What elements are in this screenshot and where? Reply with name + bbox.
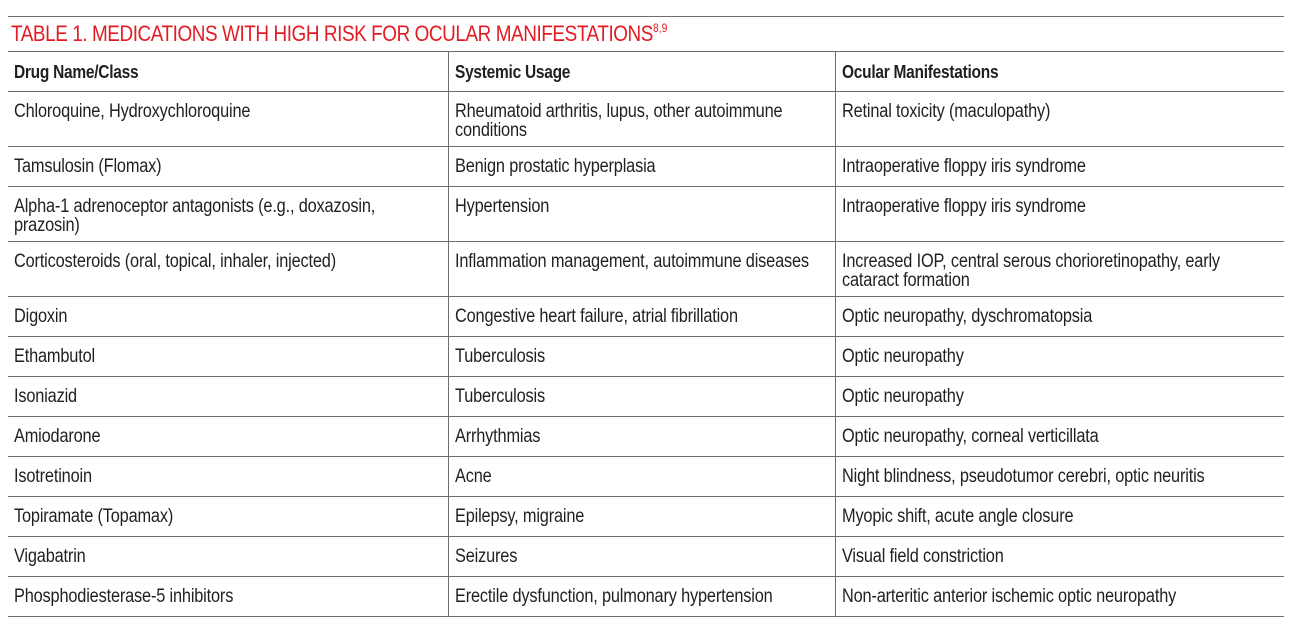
usage-cell	[448, 186, 835, 241]
ocular-manifestation: Optic neuropathy, dyschromatopsia	[841, 305, 1092, 327]
ocular-cell	[835, 496, 1284, 536]
ocular-manifestation: Myopic shift, acute angle closure	[841, 505, 1073, 527]
systemic-usage: Congestive heart failure, atrial fibrillation	[454, 305, 738, 327]
table-title-text: TABLE 1. MEDICATIONS WITH HIGH RISK FOR OCULAR MANIFESTATIONS	[11, 21, 653, 46]
usage-cell	[448, 536, 835, 576]
usage-cell	[448, 296, 835, 336]
drug-cell	[8, 536, 448, 576]
ocular-cell	[835, 241, 1284, 296]
ocular-manifestation: Increased IOP, central serous chorioretinopathy, early cataract formation	[841, 250, 1220, 291]
ocular-manifestation: Optic neuropathy	[841, 385, 964, 407]
systemic-usage: Inflammation management, autoimmune diseases	[454, 250, 809, 272]
drug-cell	[8, 146, 448, 186]
column-header-ocular	[835, 52, 1284, 91]
ocular-manifestation: Intraoperative floppy iris syndrome	[841, 195, 1086, 217]
ocular-cell	[835, 416, 1284, 456]
column-header-usage-label: Systemic Usage	[454, 62, 570, 82]
drug-name: Phosphodiesterase-5 inhibitors	[14, 585, 234, 607]
table-figure	[8, 16, 1284, 617]
ocular-cell	[835, 536, 1284, 576]
table-title	[11, 14, 667, 51]
systemic-usage: Erectile dysfunction, pulmonary hypertension	[454, 585, 773, 607]
drug-name: Amiodarone	[14, 425, 101, 447]
usage-cell	[448, 91, 835, 146]
drug-name: Chloroquine, Hydroxychloroquine	[14, 100, 251, 122]
usage-cell	[448, 336, 835, 376]
drug-name: Ethambutol	[14, 345, 95, 367]
ocular-cell	[835, 296, 1284, 336]
drug-name: Corticosteroids (oral, topical, inhaler, injected)	[14, 250, 336, 272]
drug-cell	[8, 456, 448, 496]
drug-cell	[8, 336, 448, 376]
ocular-manifestation: Non-arteritic anterior ischemic optic neuropathy	[841, 585, 1176, 607]
column-header-drug-label: Drug Name/Class	[14, 62, 139, 82]
column-header-ocular-label: Ocular Manifestations	[841, 62, 998, 82]
ocular-manifestation: Optic neuropathy	[841, 345, 964, 367]
systemic-usage: Hypertension	[454, 195, 549, 217]
systemic-usage: Tuberculosis	[454, 345, 545, 367]
table-row	[8, 336, 1284, 376]
table-title-bar	[8, 16, 1284, 52]
drug-cell	[8, 496, 448, 536]
usage-cell	[448, 241, 835, 296]
drug-name: Tamsulosin (Flomax)	[14, 155, 162, 177]
ocular-cell	[835, 146, 1284, 186]
usage-cell	[448, 146, 835, 186]
drug-cell	[8, 416, 448, 456]
drug-cell	[8, 186, 448, 241]
ocular-manifestation: Night blindness, pseudotumor cerebri, optic neuritis	[841, 465, 1205, 487]
column-header-drug	[8, 52, 448, 91]
drug-cell	[8, 241, 448, 296]
systemic-usage: Tuberculosis	[454, 385, 545, 407]
drug-name: Alpha-1 adrenoceptor antagonists (e.g., doxazosin, prazosin)	[14, 195, 376, 236]
table-header-row	[8, 52, 1284, 91]
ocular-cell	[835, 456, 1284, 496]
ocular-cell	[835, 576, 1284, 616]
drug-cell	[8, 376, 448, 416]
table-row	[8, 241, 1284, 296]
title-reference-superscript: 8,9	[652, 21, 668, 35]
table-row	[8, 536, 1284, 576]
table-row	[8, 416, 1284, 456]
ocular-manifestation: Intraoperative floppy iris syndrome	[841, 155, 1086, 177]
ocular-manifestation: Optic neuropathy, corneal verticillata	[841, 425, 1099, 447]
column-header-usage	[448, 52, 835, 91]
systemic-usage: Epilepsy, migraine	[454, 505, 584, 527]
drug-cell	[8, 576, 448, 616]
ocular-manifestation: Visual field constriction	[841, 545, 1004, 567]
table-row	[8, 456, 1284, 496]
drug-name: Vigabatrin	[14, 545, 86, 567]
ocular-cell	[835, 91, 1284, 146]
table-row	[8, 496, 1284, 536]
systemic-usage: Seizures	[454, 545, 517, 567]
table-row	[8, 91, 1284, 146]
ocular-cell	[835, 186, 1284, 241]
drug-cell	[8, 91, 448, 146]
systemic-usage: Rheumatoid arthritis, lupus, other autoimmune conditions	[454, 100, 782, 141]
table-row	[8, 146, 1284, 186]
drug-name: Isoniazid	[14, 385, 77, 407]
ocular-cell	[835, 376, 1284, 416]
usage-cell	[448, 416, 835, 456]
systemic-usage: Acne	[454, 465, 492, 487]
table-row	[8, 576, 1284, 616]
usage-cell	[448, 376, 835, 416]
usage-cell	[448, 576, 835, 616]
table-row	[8, 376, 1284, 416]
drug-name: Isotretinoin	[14, 465, 92, 487]
systemic-usage: Arrhythmias	[454, 425, 540, 447]
systemic-usage: Benign prostatic hyperplasia	[454, 155, 655, 177]
medications-table	[8, 52, 1284, 617]
table-row	[8, 296, 1284, 336]
drug-cell	[8, 296, 448, 336]
ocular-manifestation: Retinal toxicity (maculopathy)	[841, 100, 1050, 122]
drug-name: Topiramate (Topamax)	[14, 505, 174, 527]
usage-cell	[448, 496, 835, 536]
ocular-cell	[835, 336, 1284, 376]
table-row	[8, 186, 1284, 241]
drug-name: Digoxin	[14, 305, 68, 327]
usage-cell	[448, 456, 835, 496]
